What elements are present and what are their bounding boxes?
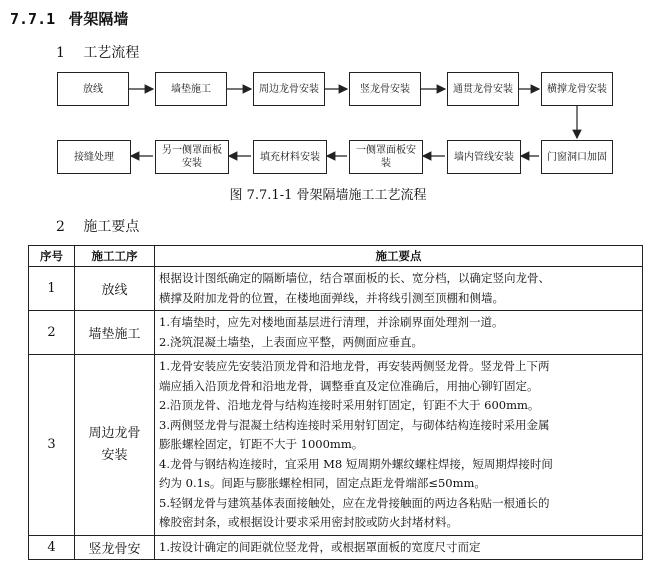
row-step <box>75 355 155 536</box>
row-number: 1 <box>29 267 75 311</box>
flow-step-filling: 填充材料安装 <box>253 140 327 174</box>
table-row <box>29 355 643 536</box>
flow-step-perimeter-stud: 周边龙骨安装 <box>253 72 325 106</box>
section-title: 骨架隔墙 <box>68 10 129 28</box>
row-point-line: 4.龙骨与钢结构连接时，宜采用 M8 短周期外螺纹螺柱焊接，短周期焊接时间 <box>159 456 553 471</box>
table-row <box>29 535 643 560</box>
flow-step-pipeline: 墙内管线安装 <box>447 140 521 174</box>
subsection-points-heading <box>56 216 139 236</box>
subsection-title: 工艺流程 <box>83 45 140 61</box>
row-point-line: 3.两侧竖龙骨与混凝土结构连接时采用射钉固定，与砌体结构连接时采用金属 <box>159 417 550 432</box>
flow-step-cross-brace: 横撑龙骨安装 <box>541 72 613 106</box>
row-points <box>155 267 643 311</box>
row-points <box>155 535 643 560</box>
row-point-line: 约为 0.1s。间距与膨胀螺栓相同，固定点距龙骨端部≤50mm。 <box>159 476 486 490</box>
row-point-line: 5.轻钢龙骨与建筑基体表面接触处，应在龙骨接触面的两边各粘贴一根通长的 <box>159 495 550 510</box>
table-row <box>29 311 643 355</box>
process-flowchart <box>0 0 656 240</box>
row-point-line: 端应插入沿顶龙骨和沿地龙骨，调整垂直及定位准确后，用抽心铆钉固定。 <box>159 378 539 393</box>
row-point-line: 1.按设计确定的间距就位竖龙骨，或根据罩面板的宽度尺寸而定 <box>159 539 481 554</box>
row-points <box>155 311 643 355</box>
header-step: 施工工序 <box>75 246 155 267</box>
table-header-row <box>29 246 643 267</box>
figure-caption: 图 7.7.1-1 骨架隔墙施工工艺流程 <box>229 188 427 203</box>
subsection-number: 2 <box>56 219 65 235</box>
header-number: 序号 <box>29 246 75 267</box>
flow-step-panel-side-two: 另一侧罩面板安装 <box>155 140 229 174</box>
row-step: 放线 <box>75 267 155 311</box>
subsection-number: 1 <box>56 45 65 61</box>
row-step-text: 周边龙骨安装 <box>88 425 141 463</box>
flow-step-joint: 接缝处理 <box>57 140 131 174</box>
row-point-line: 2.沿顶龙骨、沿地龙骨与结构连接时采用射钉固定，钉距不大于 600mm。 <box>159 398 540 412</box>
row-step: 竖龙骨安 <box>75 535 155 560</box>
flow-step-opening-reinforce: 门窗洞口加固 <box>541 140 613 174</box>
flow-step-through-stud: 通贯龙骨安装 <box>447 72 519 106</box>
row-point-line: 根据设计图纸确定的隔断墙位，结合罩面板的长、宽分档，以确定竖向龙骨、 <box>159 271 550 285</box>
row-point-line: 1.有墙垫时，应先对楼地面基层进行清理，并涂刷界面处理剂一道。 <box>159 315 504 329</box>
row-number: 4 <box>29 535 75 560</box>
row-point-line: 2.浇筑混凝土墙垫，上表面应平整，两侧面应垂直。 <box>159 334 423 349</box>
table-row <box>29 267 643 311</box>
flow-arrows <box>0 0 656 240</box>
flow-step-setting-out: 放线 <box>57 72 129 106</box>
section-number: 7.7.1 <box>10 10 56 28</box>
row-point-line: 橡胶密封条，或根据设计要求采用密封胶或防火封堵材料。 <box>159 515 458 529</box>
row-number: 2 <box>29 311 75 355</box>
flow-step-wall-base: 墙垫施工 <box>155 72 227 106</box>
flow-step-vertical-stud: 竖龙骨安装 <box>349 72 421 106</box>
row-point-line: 1.龙骨安装应先安装沿顶龙骨和沿地龙骨，再安装两侧竖龙骨。竖龙骨上下两 <box>159 359 550 373</box>
row-point-line: 横撑及附加龙骨的位置，在楼地面弹线，并将线引测至顶棚和侧墙。 <box>159 290 504 305</box>
construction-points-table <box>28 245 643 560</box>
row-number: 3 <box>29 355 75 536</box>
row-step: 墙垫施工 <box>75 311 155 355</box>
row-point-line: 膨胀螺栓固定，钉距不大于 1000mm。 <box>159 437 364 451</box>
subsection-title: 施工要点 <box>83 219 140 235</box>
flow-step-panel-side-one: 一侧罩面板安装 <box>349 140 423 174</box>
row-points <box>155 355 643 536</box>
header-points: 施工要点 <box>155 246 643 267</box>
